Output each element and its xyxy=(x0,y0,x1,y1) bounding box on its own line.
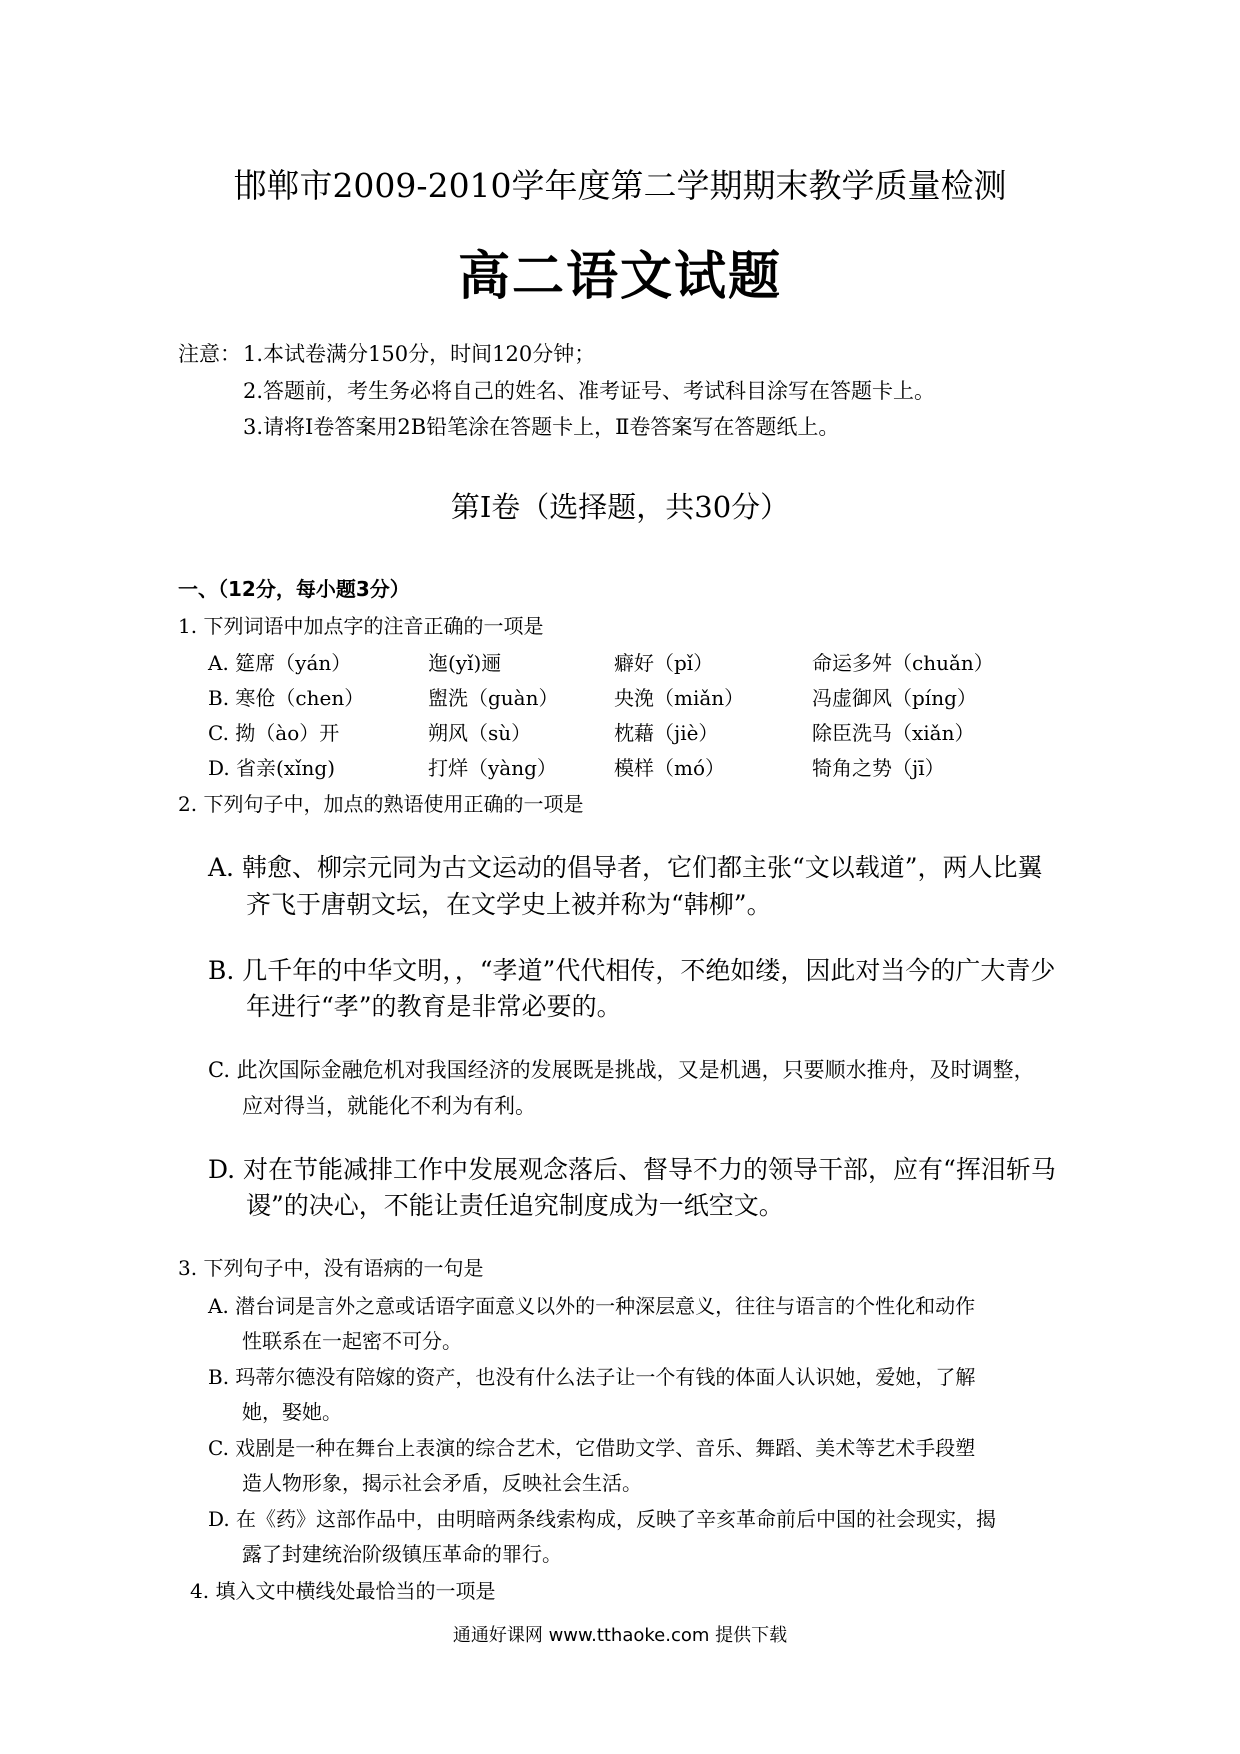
q1-option-cell: 冯虚御风（píng） xyxy=(812,686,977,710)
q1-option-cell: 犄角之势（jī） xyxy=(812,756,945,780)
q1-option-cell: 除臣洗马（xiǎn） xyxy=(812,721,975,745)
notes-label: 注意： xyxy=(178,342,241,366)
note-item: 1.本试卷满分150分，时间120分钟； xyxy=(243,342,596,366)
q1-option-cell: C. 拗（ào）开 xyxy=(208,721,340,745)
q1-option-cell: 枕藉（jiè） xyxy=(614,721,719,745)
note-item: 2.答题前，考生务必将自己的姓名、准考证号、考试科目涂写在答题卡上。 xyxy=(243,379,936,403)
question-stem: 1. 下列词语中加点字的注音正确的一项是 xyxy=(178,614,544,638)
q3-option-b-line: B. 玛蒂尔德没有陪嫁的资产，也没有什么法子让一个有钱的体面人认识她，爱她，了解 xyxy=(208,1365,976,1389)
note-item: 3.请将Ⅰ卷答案用2B铅笔涂在答题卡上，Ⅱ卷答案写在答题纸上。 xyxy=(243,415,840,439)
q2-option-d-line: 谡”的决心，不能让责任追究制度成为一纸空文。 xyxy=(246,1191,784,1220)
q1-option-cell: 模样（mó） xyxy=(614,756,726,780)
q1-option-cell: 迤(yǐ)逦 xyxy=(428,651,502,675)
q3-option-a-line: A. 潜台词是言外之意或话语字面意义以外的一种深层意义，往往与语言的个性化和动作 xyxy=(208,1294,976,1318)
q3-option-d-line: 露了封建统治阶级镇压革命的罪行。 xyxy=(242,1542,562,1566)
q1-option-cell: A. 筵席（yán） xyxy=(208,651,352,675)
q3-option-d-line: D. 在《药》这部作品中，由明暗两条线索构成，反映了辛亥革命前后中国的社会现实，揭 xyxy=(208,1507,997,1531)
q2-option-c-line: C. 此次国际金融危机对我国经济的发展既是挑战，又是机遇，只要顺水推舟，及时调整， xyxy=(208,1058,1035,1082)
q1-option-cell: B. 寒伧（chen） xyxy=(208,686,365,710)
q2-option-a-line: 齐飞于唐朝文坛，在文学史上被并称为“韩柳”。 xyxy=(246,890,772,919)
q1-option-cell: 朔风（sù） xyxy=(428,721,532,745)
page-footer: 通通好课网 www.tthaoke.com 提供下载 xyxy=(452,1625,788,1646)
question-stem: 4. 填入文中横线处最恰当的一项是 xyxy=(190,1579,496,1603)
q2-option-a-line: A. 韩愈、柳宗元同为古文运动的倡导者，它们都主张“文以载道”，两人比翼 xyxy=(208,853,1043,882)
q2-option-c-line: 应对得当，就能化不利为有利。 xyxy=(242,1094,536,1118)
q3-option-b-line: 她，娶她。 xyxy=(242,1400,342,1424)
q2-option-d-line: D. 对在节能减排工作中发展观念落后、督导不力的领导干部，应有“挥泪斩马 xyxy=(208,1155,1056,1184)
q3-option-c-line: C. 戏剧是一种在舞台上表演的综合艺术，它借助文学、音乐、舞蹈、美术等艺术手段塑 xyxy=(208,1436,976,1460)
q1-option-cell: 癖好（pǐ） xyxy=(614,651,714,675)
part-heading: 一、（12分，每小题3分） xyxy=(178,577,410,601)
q1-option-cell: 命运多舛（chuǎn） xyxy=(812,651,994,675)
q3-option-c-line: 造人物形象，揭示社会矛盾，反映社会生活。 xyxy=(242,1471,642,1495)
q1-option-cell: D. 省亲(xǐng) xyxy=(208,756,336,780)
q1-option-cell: 央浼（miǎn） xyxy=(614,686,745,710)
q2-option-b-line: 年进行“孝”的教育是非常必要的。 xyxy=(246,992,622,1021)
q1-option-cell: 打烊（yàng） xyxy=(428,756,557,780)
q3-option-a-line: 性联系在一起密不可分。 xyxy=(242,1329,462,1353)
exam-header: 邯郸市2009-2010学年度第二学期期末教学质量检测 xyxy=(233,166,1007,205)
q2-option-b-line: B. 几千年的中华文明，，“孝道”代代相传，不绝如缕，因此对当今的广大青少 xyxy=(208,956,1056,985)
q1-option-cell: 盥洗（guàn） xyxy=(428,686,559,710)
question-stem: 3. 下列句子中，没有语病的一句是 xyxy=(178,1256,484,1280)
section-title: 第Ⅰ卷（选择题，共30分） xyxy=(450,490,790,524)
question-stem: 2. 下列句子中，加点的熟语使用正确的一项是 xyxy=(178,792,584,816)
exam-title: 高二语文试题 xyxy=(457,247,782,307)
